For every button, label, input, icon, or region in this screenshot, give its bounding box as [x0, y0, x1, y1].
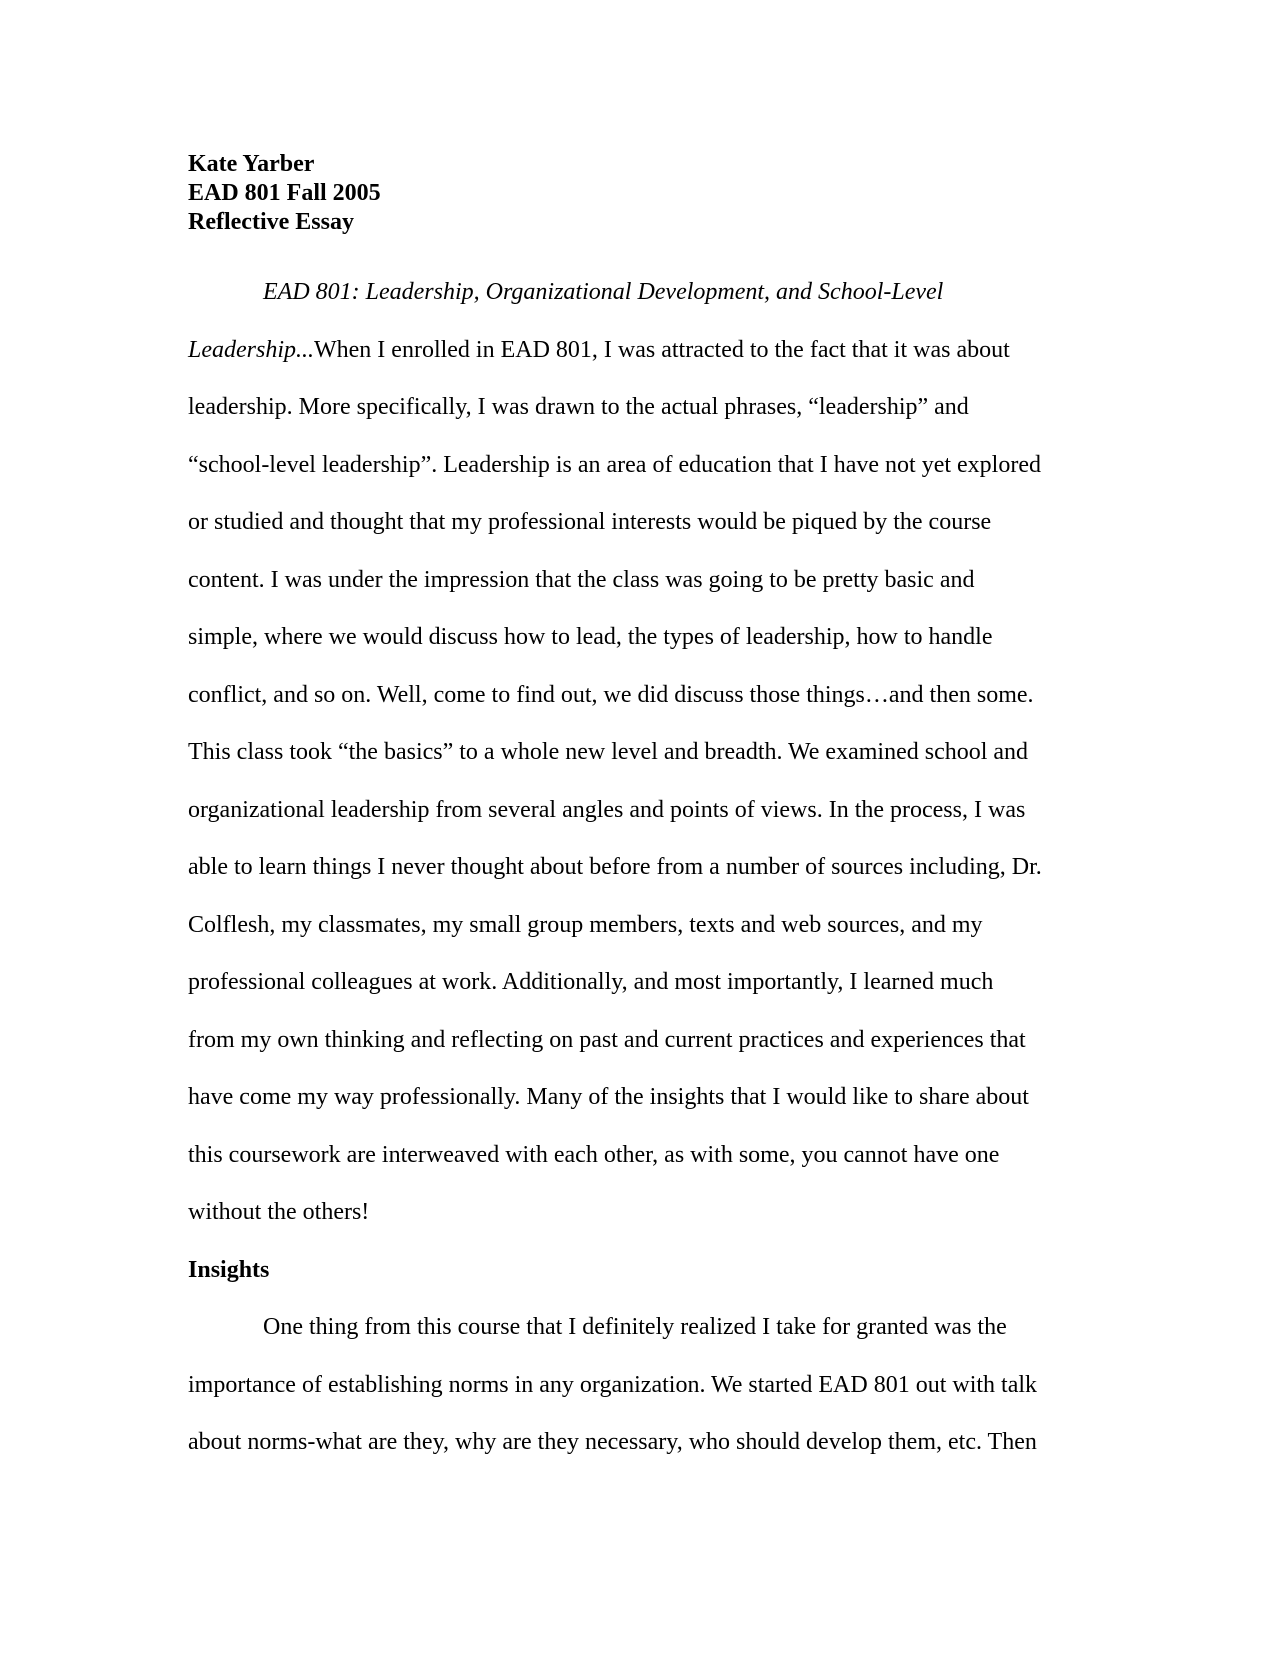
intro-line: This class took “the basics” to a whole new level and breadth. We examined school and [188, 739, 1029, 765]
section-heading-insights: Insights [188, 1256, 270, 1283]
essay-body [188, 264, 1088, 1472]
intro-line: leadership. More specifically, I was drawn to the actual phrases, “leadership” and [188, 394, 969, 420]
intro-line: professional colleagues at work. Additionally, and most importantly, I learned much [188, 969, 994, 995]
intro-line: Colflesh, my classmates, my small group members, texts and web sources, and my [188, 911, 983, 938]
insights-line: about norms-what are they, why are they necessary, who should develop them, etc. Then [188, 1429, 1037, 1455]
intro-line: have come my way professionally. Many of the insights that I would like to share about [188, 1084, 1029, 1110]
intro-line: conflict, and so on. Well, come to find out, we did discuss those things…and then some. [188, 681, 1034, 708]
intro-line: content. I was under the impression that the class was going to be pretty basic and [188, 566, 975, 593]
author-name: Kate Yarber [188, 151, 315, 177]
intro-line: from my own thinking and reflecting on past and current practices and experiences that [188, 1026, 1026, 1053]
intro-line: simple, where we would discuss how to lead, the types of leadership, how to handle [188, 624, 993, 650]
intro-line [188, 322, 1088, 380]
document-header [188, 150, 1088, 237]
intro-line: EAD 801: Leadership, Organizational Development, and School-Level [263, 279, 944, 305]
insights-line: One thing from this course that I definitely realized I take for granted was the [263, 1314, 1007, 1340]
intro-line: able to learn things I never thought about before from a number of sources including, Dr. [188, 854, 1042, 880]
insights-line: importance of establishing norms in any organization. We started EAD 801 out with talk [188, 1371, 1038, 1398]
intro-line: “school-level leadership”. Leadership is an area of education that I have not yet explored [188, 451, 1041, 478]
course-title: EAD 801 Fall 2005 [188, 180, 381, 206]
intro-line-text: When I enrolled in EAD 801, I was attracted to the fact that it was about [314, 336, 1010, 363]
intro-title-continuation: Leadership... [188, 336, 314, 363]
intro-line: or studied and thought that my professional interests would be piqued by the course [188, 509, 992, 535]
intro-line: this coursework are interweaved with each other, as with some, you cannot have one [188, 1141, 1000, 1168]
intro-line: without the others! [188, 1199, 370, 1225]
intro-line: organizational leadership from several angles and points of views. In the process, I was [188, 796, 1026, 823]
document-type: Reflective Essay [188, 209, 354, 235]
